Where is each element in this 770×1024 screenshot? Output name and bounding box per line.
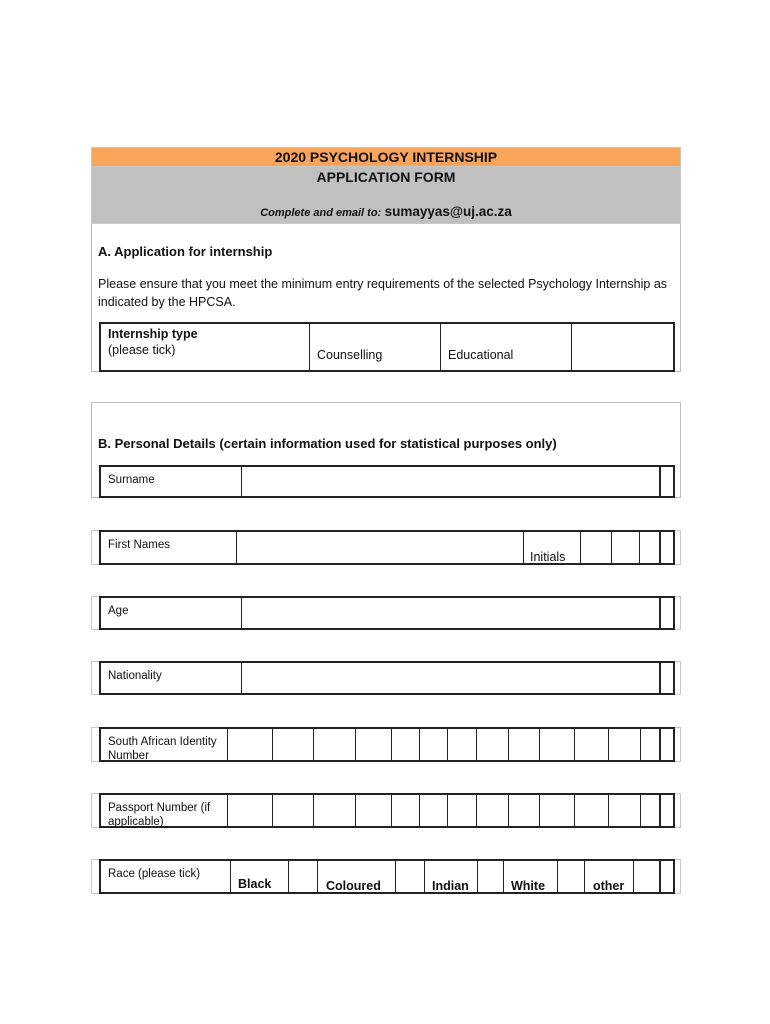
race-option-white: White: [511, 879, 546, 893]
first-names-row: [99, 530, 675, 565]
id-digit-11[interactable]: [574, 729, 609, 760]
race-option-other: other: [593, 879, 625, 893]
internship-type-cell: [108, 326, 198, 358]
race-row: [99, 859, 675, 894]
initials-cell: [523, 532, 581, 563]
id-digit-8[interactable]: [476, 729, 509, 760]
form-title-band: [91, 147, 681, 167]
section-a-instructions: Please ensure that you meet the minimum entry requirements of the selected Psychology Internship as indicated by the HPCSA.: [98, 277, 668, 309]
id-number-label: South African Identity Number: [108, 736, 217, 762]
race-tick-black[interactable]: [288, 861, 318, 892]
passport-digit-12[interactable]: [608, 795, 641, 826]
age-end-cell: [659, 598, 673, 628]
option-tick-cell[interactable]: [571, 324, 673, 370]
passport-label: Passport Number (if applicable): [108, 802, 211, 828]
surname-end-cell: [659, 467, 673, 496]
race-option-coloured-cell: [317, 861, 396, 892]
id-number-row: [99, 727, 675, 762]
race-option-indian: Indian: [432, 879, 469, 893]
id-digit-1[interactable]: [227, 729, 273, 760]
age-label: Age: [108, 605, 129, 617]
email-instruction: [92, 204, 680, 219]
first-names-field[interactable]: [236, 532, 524, 563]
passport-digit-4[interactable]: [355, 795, 392, 826]
form-subtitle-band: [91, 167, 681, 224]
race-label: Race (please tick): [108, 868, 201, 880]
initials-box-4[interactable]: [659, 532, 673, 563]
form-title: 2020 PSYCHOLOGY INTERNSHIP: [274, 149, 498, 165]
race-option-indian-cell: [424, 861, 478, 892]
initials-box-2[interactable]: [611, 532, 640, 563]
initials-box-1[interactable]: [580, 532, 612, 563]
id-end-cell: [659, 729, 673, 760]
id-digit-10[interactable]: [539, 729, 575, 760]
passport-digit-13[interactable]: [640, 795, 660, 826]
race-option-black: Black: [238, 877, 272, 891]
surname-row: [99, 465, 675, 498]
id-digit-6[interactable]: [419, 729, 448, 760]
passport-digit-1[interactable]: [227, 795, 273, 826]
id-digit-5[interactable]: [391, 729, 420, 760]
passport-end-cell: [659, 795, 673, 826]
passport-digit-7[interactable]: [447, 795, 477, 826]
passport-row: [99, 793, 675, 828]
race-option-coloured: Coloured: [326, 879, 381, 893]
race-option-white-cell: [503, 861, 558, 892]
option-educational-label: Educational: [448, 348, 514, 362]
section-a-heading: A. Application for internship: [98, 244, 273, 259]
id-digit-7[interactable]: [447, 729, 477, 760]
initials-box-3[interactable]: [639, 532, 660, 563]
age-row: [99, 596, 675, 630]
passport-digit-3[interactable]: [313, 795, 356, 826]
nationality-end-cell: [659, 663, 673, 693]
passport-digit-6[interactable]: [419, 795, 448, 826]
id-digit-9[interactable]: [508, 729, 540, 760]
option-counselling-cell[interactable]: [309, 324, 441, 370]
age-field[interactable]: [241, 598, 659, 628]
race-tick-white[interactable]: [557, 861, 585, 892]
passport-digit-2[interactable]: [272, 795, 314, 826]
id-digit-4[interactable]: [355, 729, 392, 760]
internship-type-table: [99, 322, 675, 372]
id-digit-3[interactable]: [313, 729, 356, 760]
id-digit-12[interactable]: [608, 729, 641, 760]
surname-field[interactable]: [241, 467, 659, 496]
race-tick-indian[interactable]: [477, 861, 504, 892]
option-educational-cell[interactable]: [440, 324, 572, 370]
passport-digit-11[interactable]: [574, 795, 609, 826]
id-digit-2[interactable]: [272, 729, 314, 760]
email-address[interactable]: sumayyas@uj.ac.za: [384, 204, 512, 219]
passport-digit-9[interactable]: [508, 795, 540, 826]
nationality-row: [99, 661, 675, 695]
internship-type-label: Internship type: [108, 327, 198, 341]
surname-label: Surname: [108, 474, 155, 486]
nationality-field[interactable]: [241, 663, 659, 693]
race-end-cell: [659, 861, 673, 892]
passport-digit-5[interactable]: [391, 795, 420, 826]
option-counselling-label: Counselling: [317, 348, 383, 362]
race-tick-coloured[interactable]: [395, 861, 425, 892]
passport-digit-10[interactable]: [539, 795, 575, 826]
internship-type-hint: (please tick): [108, 343, 176, 357]
race-tick-other[interactable]: [633, 861, 660, 892]
email-prompt: Complete and email to:: [260, 207, 382, 219]
passport-digit-8[interactable]: [476, 795, 509, 826]
form-subtitle: APPLICATION FORM: [316, 169, 456, 185]
section-b-heading: B. Personal Details (certain information used for statistical purposes only): [98, 436, 557, 451]
first-names-label: First Names: [108, 539, 170, 551]
id-digit-13[interactable]: [640, 729, 660, 760]
race-option-black-cell: [230, 861, 289, 892]
race-option-other-cell: [584, 861, 634, 892]
nationality-label: Nationality: [108, 670, 162, 682]
initials-label: Initials: [530, 550, 566, 564]
